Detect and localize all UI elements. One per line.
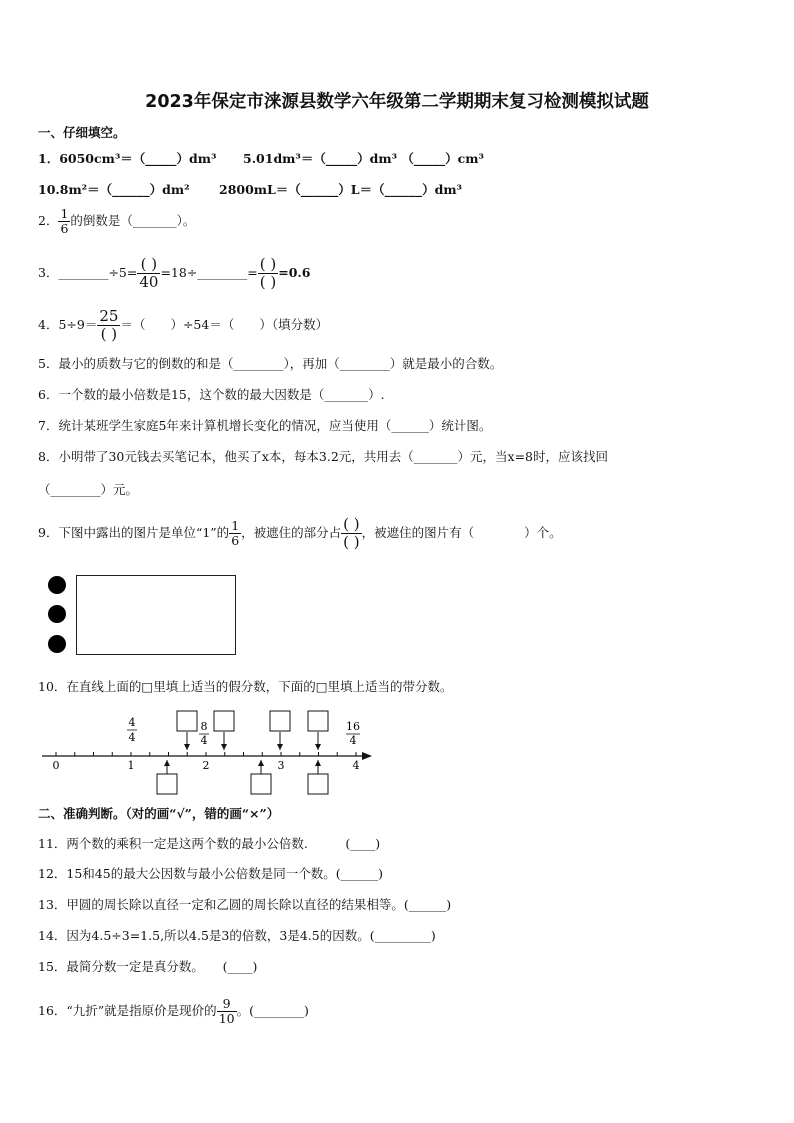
number-line-label: 1 [127, 759, 135, 772]
number-line-label: 0 [52, 759, 60, 772]
question-7: 7．统计某班学生家庭5年来计算机增长变化的情况，应当使用（______）统计图。 [38, 418, 492, 433]
question-3 [38, 252, 311, 294]
q16-part-a: 16．“九折”就是指原价是现价的 [38, 1003, 217, 1018]
question-16 [38, 992, 309, 1030]
q16-part-b: 。(________) [236, 1003, 309, 1018]
section-1-heading: 一、仔细填空。 [38, 125, 126, 140]
q3-fraction-2 [258, 257, 278, 290]
q4-fraction-numerator: 25 [99, 307, 119, 325]
number-line [38, 706, 378, 802]
q2-text: 的倒数是（_______）。 [70, 213, 196, 228]
question-12: 12．15和45的最大公因数与最小公倍数是同一个数。(______) [38, 866, 383, 881]
answer-boxes-below [157, 760, 328, 794]
page-title: 2023年保定市涞源县数学六年级第二学期期末复习检测模拟试题 [145, 92, 649, 112]
q9-fraction-2 [341, 517, 361, 550]
question-15: 15．最简分数一定是真分数。 (____) [38, 959, 258, 974]
q2-number: 2． [38, 213, 59, 228]
q4-part-a: 4．5÷9＝ [38, 317, 98, 332]
arrow-head-icon [315, 760, 321, 766]
q4-part-b: ＝（ ）÷54＝（ ）（填分数） [120, 317, 329, 332]
section-2-heading: 二、准确判断。（对的画“√”，错的画“×”） [38, 806, 280, 821]
q1-line1-part1: 1．6050cm³＝（_____）dm³ [38, 151, 217, 166]
fraction-4-4-numerator: 4 [128, 716, 136, 729]
arrow-head-icon [184, 744, 190, 750]
q9-part-b: ，被遮住的部分占 [241, 525, 342, 540]
question-13: 13．甲圆的周长除以直径一定和乙圆的周长除以直径的结果相等。(______) [38, 897, 452, 912]
q3-part-b: =18÷________= [160, 265, 258, 280]
q3-number: 3． [38, 265, 59, 280]
answer-box [251, 774, 271, 794]
q9-part-a: 9．下图中露出的图片是单位“1”的 [38, 525, 230, 540]
circle-picture-3 [48, 635, 66, 653]
question-14: 14．因为4.5÷3=1.5,所以4.5是3的倍数，3是4.5的因数。(_________) [38, 928, 436, 943]
fraction-4-4-denominator: 4 [128, 731, 136, 744]
arrow-head-icon [164, 760, 170, 766]
q9-fraction-1-numerator: 1 [231, 517, 240, 533]
q3-fraction-1-denominator: 40 [139, 273, 159, 291]
fraction-8-4-numerator: 8 [200, 720, 208, 733]
answer-box [177, 711, 197, 731]
q2-numerator: 1 [60, 205, 69, 221]
q9-fraction-1-denominator: 6 [231, 533, 240, 548]
question-4 [38, 305, 328, 345]
question-5: 5．最小的质数与它的倒数的和是（________），再加（________）就是最小的合数。 [38, 356, 503, 371]
arrow-head-icon [315, 744, 321, 750]
fraction-8-4 [199, 720, 209, 747]
number-line-label: 4 [352, 759, 360, 772]
number-line-label: 3 [277, 759, 285, 772]
cover-rectangle [76, 575, 236, 655]
q2-denominator: 6 [60, 221, 69, 236]
fraction-16-4-numerator: 16 [346, 720, 360, 733]
fraction-8-4-denominator: 4 [200, 734, 208, 747]
circle-picture-2 [48, 605, 66, 623]
q9-fraction-2-denominator: ( ) [343, 533, 360, 551]
fraction-16-4 [346, 720, 360, 747]
question-2 [38, 202, 195, 240]
arrow-head-icon [277, 744, 283, 750]
answer-box [308, 711, 328, 731]
q16-fraction-numerator: 9 [217, 998, 237, 1013]
q1-line1-part2: 5.01dm³＝（_____）dm³ （_____）cm³ [243, 151, 484, 166]
arrow-head-icon [258, 760, 264, 766]
q9-part-c: ，被遮住的图片有（ ）个。 [361, 525, 562, 540]
answer-box [308, 774, 328, 794]
q3-fraction-2-numerator: ( ) [259, 255, 277, 273]
fraction-16-4-denominator: 4 [349, 734, 357, 747]
question-9 [38, 512, 562, 554]
number-line-arrow-icon [362, 752, 372, 760]
number-line-label: 2 [202, 759, 210, 772]
circle-picture-1 [48, 576, 66, 594]
answer-box [157, 774, 177, 794]
q16-fraction-denominator: 10 [218, 1011, 235, 1026]
q4-fraction [97, 309, 120, 342]
q16-fraction [217, 995, 237, 1026]
answer-box [214, 711, 234, 731]
q1-line2-part1: 10.8m²＝（______）dm² [38, 182, 190, 197]
question-6: 6．一个数的最小倍数是15，这个数的最大因数是（_______）. [38, 387, 385, 402]
question-10: 10．在直线上面的□里填上适当的假分数，下面的□里填上适当的带分数。 [38, 679, 453, 694]
q4-fraction-denominator: ( ) [100, 325, 118, 343]
question-8-line-1: 8．小明带了30元钱去买笔记本，他买了x本，每本3.2元，共用去（_______）元，当x=8时，应该找回 [38, 449, 609, 464]
fraction-4-4 [127, 716, 137, 744]
q9-fraction-1 [229, 517, 241, 548]
number-line-labels [53, 759, 360, 772]
q1-line2-part2: 2800mL＝（______）L＝（______）dm³ [219, 182, 463, 197]
q3-fraction-1 [137, 257, 160, 290]
q3-fraction-2-denominator: ( ) [259, 273, 277, 291]
question-8-line-2: （________）元。 [38, 482, 139, 497]
answer-box [270, 711, 290, 731]
q3-fraction-1-numerator: ( ) [137, 257, 160, 274]
arrow-head-icon [221, 744, 227, 750]
q3-part-a: ________÷5= [58, 265, 138, 280]
q2-fraction [58, 205, 70, 236]
q9-fraction-2-numerator: ( ) [343, 515, 360, 533]
question-11: 11．两个数的乘积一定是这两个数的最小公倍数. (____) [38, 836, 381, 851]
q3-part-c: =0.6 [278, 265, 311, 280]
